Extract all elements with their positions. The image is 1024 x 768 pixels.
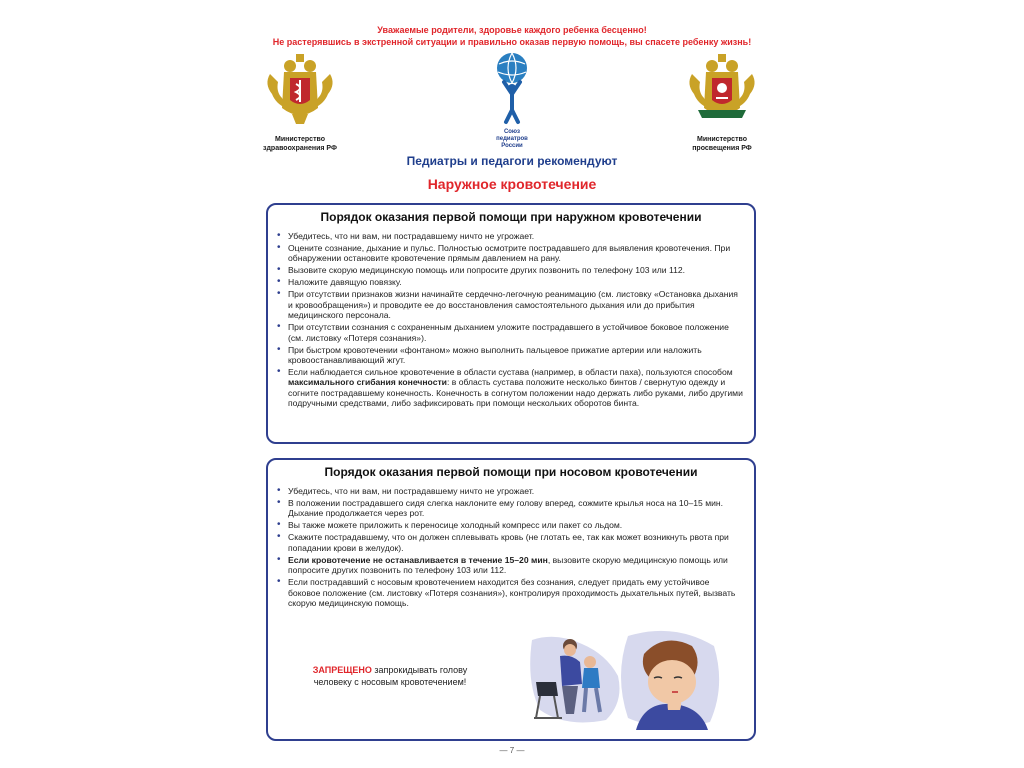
list-item [276,367,744,409]
first-aid-illustration [526,632,624,724]
list-item: • Вызовите скорую медицинскую помощь или попросите других позвонить по телефону 103 или 112. [276,265,744,275]
center-caption-line-2: педиатров [496,136,528,142]
list-item-emphasis: максимального сгибания конечности [288,377,447,388]
left-caption-line-2: здравоохранения РФ [263,145,337,152]
header-line-2: Не растерявшись в экстренной ситуации и правильно оказав первую помощь, вы спасете ребенку жизнь! [272,37,752,47]
recommend-subtitle: Педиатры и педагоги рекомендуют [406,154,618,168]
section-2-title: Порядок оказания первой помощи при носовом кровотечении [324,465,698,479]
list-item-text: Если наблюдается сильное кровотечение в области сустава (например, в области паха), пользуются способом [288,367,733,378]
center-caption-line-3: России [501,143,523,149]
warning-text [292,664,488,688]
right-logo-caption [672,135,772,153]
list-item: • Оцените сознание, дыхание и пульс. Полностью осмотрите пострадавшего для выявления кровотечения. При обнаружении остановите кровотечение прямым давлением на рану. [276,243,744,264]
warning-prohibited: ЗАПРЕЩЕНО [312,665,372,675]
list-item: • Вы также можете приложить к переносице холодный компресс или пакет со льдом. [276,520,744,530]
warning-line-1 [292,664,488,676]
right-caption-line-2: просвещения РФ [692,145,752,152]
list-item: • При отсутствии сознания с сохраненным дыханием уложите пострадавшего в устойчивое боковое положение (см. листовку «Потеря сознания»). [276,322,744,343]
list-item: • При отсутствии признаков жизни начинайте сердечно-легочную реанимацию (см. листовку «Остановка дыхания и кровообращения») и проводите ее до восстановления самостоятельного дыхания или до прибытия медицинского персонала. [276,289,744,320]
right-caption-line-1: Министерство [697,136,747,143]
section-1-title: Порядок оказания первой помощи при наружном кровотечении [320,210,702,224]
pediatricians-union-logo [490,50,534,126]
left-logo-caption [250,135,350,153]
list-item: • При быстром кровотечении «фонтаном» можно выполнить пальцевое прижатие артерии или наложить кровоостанавливающий жгут. [276,345,744,366]
list-item-emphasis: Если кровотечение не останавливается в течение 15–20 мин [288,554,548,565]
ministry-education-emblem [684,52,760,128]
list-item: • Убедитесь, что ни вам, ни пострадавшему ничто не угрожает. [276,486,744,496]
list-item-text: : в область сустава положите несколько бинтов / свернутую одежду и согните пострадавшему конечность. Конечность в согнутом положении надо держать либо руками, либо другими подручными средствами, либо зафиксировать при помощи нескольких оборотов бинта. [288,377,743,409]
page-number: — 7 — [499,746,525,755]
list-item: • Наложите давящую повязку. [276,277,744,287]
ministry-health-emblem [262,52,338,128]
nosebleed-section [266,458,756,741]
header-line-1: Уважаемые родители, здоровье каждого ребенка бесценно! [377,25,647,35]
list-item-text: , вызовите скорую медицинскую помощь или попросите других позвонить по телефону 103 или 112. [288,554,728,576]
list-item: • Скажите пострадавшему, что он должен сплевывать кровь (не глотать ее, так как может возникнуть рвота при попадании крови в желудок). [276,532,744,553]
list-item: • В положении пострадавшего сидя слегка наклоните ему голову вперед, сожмите крылья носа на 10–15 мин. Дыхание продолжается через рот. [276,498,744,519]
center-logo-caption [487,129,537,150]
list-item [276,555,744,576]
page-title: Наружное кровотечение [427,176,597,192]
section-2-list [276,486,744,610]
list-item: • Если пострадавший с носовым кровотечением находится без сознания, следует придать ему устойчивое боковое положение (см. листовку «Потеря сознания»), контролируя проходимость дыхательных путей, вызвать скорую медицинскую помощь. [276,577,744,608]
warning-line-1-rest: запрокидывать голову [371,665,468,675]
list-item: • Убедитесь, что ни вам, ни пострадавшему ничто не угрожает. [276,231,744,241]
center-caption-line-1: Союз [503,129,521,135]
left-caption-line-1: Министерство [275,136,325,143]
warning-line-2: человеку с носовым кровотечением! [313,677,467,687]
external-bleeding-section [266,203,756,444]
section-1-list [276,231,744,410]
nosebleed-child-illustration [614,626,724,730]
